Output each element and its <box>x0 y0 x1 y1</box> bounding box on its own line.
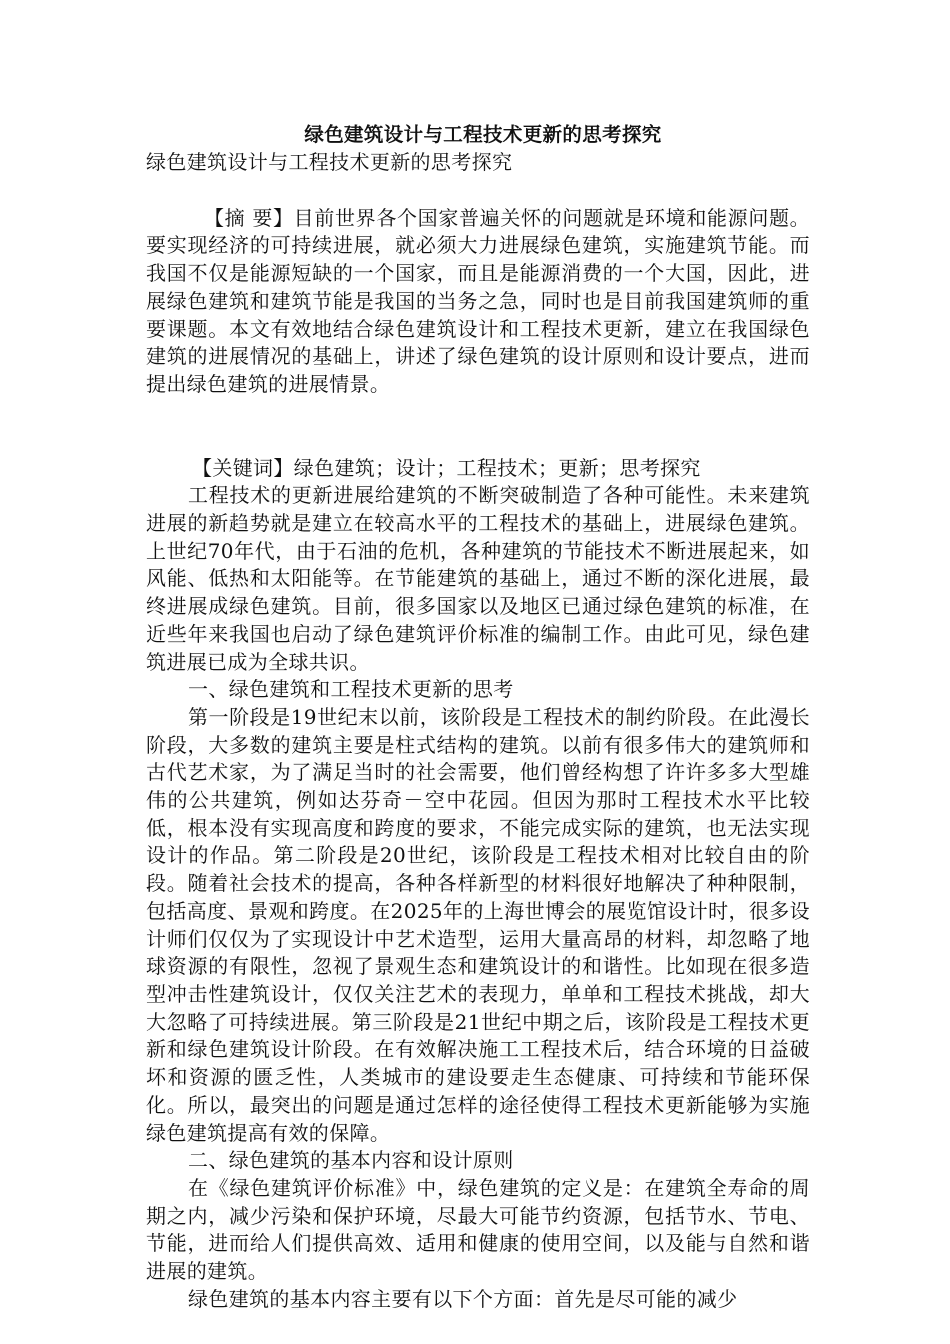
section-heading-2: 二、绿色建筑的基本内容和设计原则 <box>188 1148 514 1173</box>
intro-paragraph: 工程技术的更新进展给建筑的不断突破制造了各种可能性。未来建筑进展的新趋势就是建立在较高水平的工程技术的基础上，进展绿色建筑。上世纪70年代，由于石油的危机，各种建筑的节能技术不断进展起来，如风能、低热和太阳能等。在节能建筑的基础上，通过不断的深化进展，最终进展成绿色建筑。目前，很多国家以及地区已通过绿色建筑的标准，在近些年来我国也启动了绿色建筑评价标准的编制工作。由此可见，绿色建筑进展已成为全球共识。 <box>146 483 810 674</box>
section-1-paragraph: 第一阶段是19世纪末以前，该阶段是工程技术的制约阶段。在此漫长阶段，大多数的建筑主要是柱式结构的建筑。以前有很多伟大的建筑师和古代艺术家，为了满足当时的社会需要，他们曾经构想了许许多多大型雄伟的公共建筑，例如达芬奇－空中花园。但因为那时工程技术水平比较低，根本没有实现高度和跨度的要求，不能完成实际的建筑，也无法实现设计的作品。第二阶段是20世纪，该阶段是工程技术相对比较自由的阶段。随着社会技术的提高，各种各样新型的材料很好地解决了种种限制，包括高度、景观和跨度。在2025年的上海世博会的展览馆设计时，很多设计师们仅仅为了实现设计中艺术造型，运用大量高昂的材料，却忽略了地球资源的有限性，忽视了景观生态和建筑设计的和谐性。比如现在很多造型冲击性建筑设计，仅仅关注艺术的表现力，单单和工程技术挑战，却大大忽略了可持续进展。第三阶段是21世纪中期之后，该阶段是工程技术更新和绿色建筑设计阶段。在有效解决施工工程技术后，结合环境的日益破坏和资源的匮乏性，人类城市的建设要走生态健康、可持续和节能环保化。所以，最突出的问题是通过怎样的途径使得工程技术更新能够为实施绿色建筑提高有效的保障。 <box>146 704 810 1145</box>
section-2-paragraph-2: 绿色建筑的基本内容主要有以下个方面：首先是尽可能的减少 <box>188 1286 738 1311</box>
document-page <box>146 121 810 1313</box>
section-heading-1: 一、绿色建筑和工程技术更新的思考 <box>188 677 514 702</box>
document-subtitle: 绿色建筑设计与工程技术更新的思考探究 <box>146 150 513 174</box>
abstract-paragraph: 【摘 要】目前世界各个国家普遍关怀的问题就是环境和能源问题。要实现经济的可持续进展，就必须大力进展绿色建筑，实施建筑节能。而我国不仅是能源短缺的一个国家，而且是能源消费的一个大国，因此，进展绿色建筑和建筑节能是我国的当务之急，同时也是目前我国建筑师的重要课题。本文有效地结合绿色建筑设计和工程技术更新，建立在我国绿色建筑的进展情况的基础上，讲述了绿色建筑的设计原则和设计要点，进而提出绿色建筑的进展情景。 <box>146 205 810 396</box>
document-title: 绿色建筑设计与工程技术更新的思考探究 <box>304 123 662 146</box>
keywords-line: 【关键词】绿色建筑；设计；工程技术；更新；思考探究 <box>192 455 701 480</box>
section-2-paragraph: 在《绿色建筑评价标准》中，绿色建筑的定义是：在建筑全寿命的周期之内，减少污染和保护环境，尽最大可能节约资源，包括节水、节电、节能，进而给人们提供高效、适用和健康的使用空间，以及能与自然和谐进展的建筑。 <box>146 1175 810 1284</box>
